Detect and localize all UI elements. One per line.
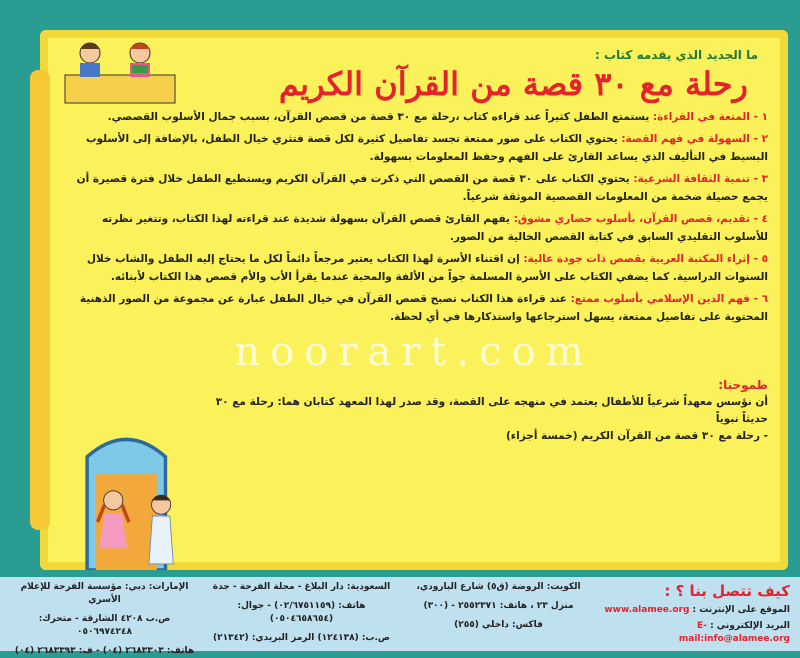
contact-footer [0, 577, 800, 656]
address-line: فاكس: داخلي (٢٥٥) [454, 620, 543, 630]
address-line: ص.ب ٤٢٠٨ الشارقة - متحرك: ٠٥٠٦٩٧٤٢٤٨ [38, 614, 171, 637]
address-line: هاتف: (٠٢/٦٧٥١١٥٩) - جوال: (٠٥٠٤٦٥٨٦٥٤) [237, 601, 366, 624]
item-number: ٣ - [753, 173, 768, 185]
saudi-address [207, 581, 396, 647]
email-label: البريد الإلكتروني : [710, 621, 790, 631]
item-text: إن اقتناء الأسرة لهذا الكتاب يعتبر مرجعاً دائماً لكل ما يحتاج إليه الطفل والشاب خلال السنوات الدراسية. كما يضفي الكتاب على الأسرة المسلمة جواً من الألفة والمحبة عندما يقرأ الأب والأم قصص هذا الكتاب لأبنائه. [86, 253, 768, 283]
address-line: السعودية: دار البلاغ - مجلة الفرحة - جدة [212, 582, 391, 592]
uae-address [10, 581, 199, 656]
email-link[interactable]: E-mail:info@alamee.org [678, 621, 790, 644]
feature-item [60, 108, 768, 126]
item-heading: إثراء المكتبة العربية بقصص ذات جودة عالية: [523, 253, 750, 265]
item-heading: المتعة في القراءة: [652, 111, 750, 123]
website-label: الموقع على الإنترنت : [692, 605, 790, 615]
contact-main [601, 581, 790, 647]
address-line: الإمارات: دبي: مؤسسة الفرحة للإعلام الأسري [20, 582, 189, 605]
intro-text: ما الجديد الذي يقدمه كتاب : [594, 48, 758, 62]
item-text: يستمتع الطفل كثيراً عند قراءه كتاب ،رحلة مع ٣٠ قصة من قصص القرآن، بسبب جمال الأسلوب القصصي. [107, 111, 653, 123]
contact-title: كيف تتصل بنا ؟ : [664, 582, 790, 600]
feature-item [60, 250, 768, 286]
item-number: ١ - [753, 111, 768, 123]
item-heading: تنمية الثقافة الشرعية: [633, 173, 750, 185]
book-title: رحلة مع ٣٠ قصة من القرآن الكريم [278, 65, 748, 103]
item-number: ٢ - [753, 133, 768, 145]
address-line: هاتف: ٢٦٨٣٣٠٣ (٠٤) - ف: ٢٦٨٣٣٩٣ (٠٤) [14, 646, 195, 656]
watermark: noorart.com [234, 329, 594, 375]
address-line: ص.ب: (١٢٤١٣٨) الرمز البريدي: (٢١٣٤٢) [212, 633, 390, 643]
item-heading: فهم الدين الإسلامي بأسلوب ممتع: [570, 293, 750, 305]
children-at-door-illustration [70, 422, 200, 570]
item-text: يحتوي الكتاب على صور ممتعة تجسد تفاصيل كثيرة لكل قصة فتثري خيال الطفل، بالإضافة إلى الأسلوب البسيط في التأليف الذي يساعد القارئ على الفهم وحفظ المعلومات بسهولة. [85, 133, 768, 163]
feature-item [60, 210, 768, 246]
item-number: ٥ - [753, 253, 768, 265]
feature-item [60, 130, 768, 166]
kuwait-address [404, 581, 593, 647]
yellow-paper-panel [40, 30, 788, 570]
item-text: يحتوي الكتاب على ٣٠ قصة من القصص التي ذكرت في القرآن الكريم ويستطيع الطفل خلال فترة قصيرة أن يجمع حصيلة ضخمة من المعلومات القصصية الموثقة شرعياً. [76, 173, 768, 203]
address-line: منزل ٢٣ ، هاتف: ٢٥٥٢٣٧١ - (٣٠٠) [423, 601, 574, 611]
children-reading-illustration [60, 35, 180, 105]
website-link[interactable]: www.alamee.org [604, 605, 690, 615]
item-heading: السهولة في فهم القصة: [621, 133, 750, 145]
feature-item [60, 170, 768, 206]
item-number: ٤ - [753, 213, 768, 225]
item-heading: تقديم، قصص القرآن، بأسلوب حضاري مشوق: [513, 213, 750, 225]
item-text: يفهم القارئ قصص القرآن بسهولة شديدة عند قراءته لهذا الكتاب، وتتغير نظرته للأسلوب التقليدي السابق في كتابة القصص الخالية من الصور. [101, 213, 768, 243]
ambition-line: أن نؤسس معهداً شرعياً للأطفال يعتمد في منهجه على القصة، وقد صدر لهذا المعهد كتابان هما: رحلة مع ٣٠ حديثاً نبوياً [215, 396, 768, 425]
item-text: عند قراءة هذا الكتاب تصبح قصص القرآن في خيال الطفل عبارة عن مجموعة من الصور الذهنية المحتوية على تفاصيل ممتعة، يسهل استرجاعها واستذكارها في أي لحظة. [79, 293, 768, 323]
ambition-heading: طموحنا: [718, 378, 768, 392]
ambition-line: - رحلة مع ٣٠ قصة من القرآن الكريم (خمسة أجزاء) [505, 430, 768, 442]
features-list [60, 108, 768, 326]
address-line: الكويت: الروضة (ق٥) شارع البارودي، [416, 582, 581, 592]
feature-item [60, 290, 768, 326]
item-number: ٦ - [753, 293, 768, 305]
